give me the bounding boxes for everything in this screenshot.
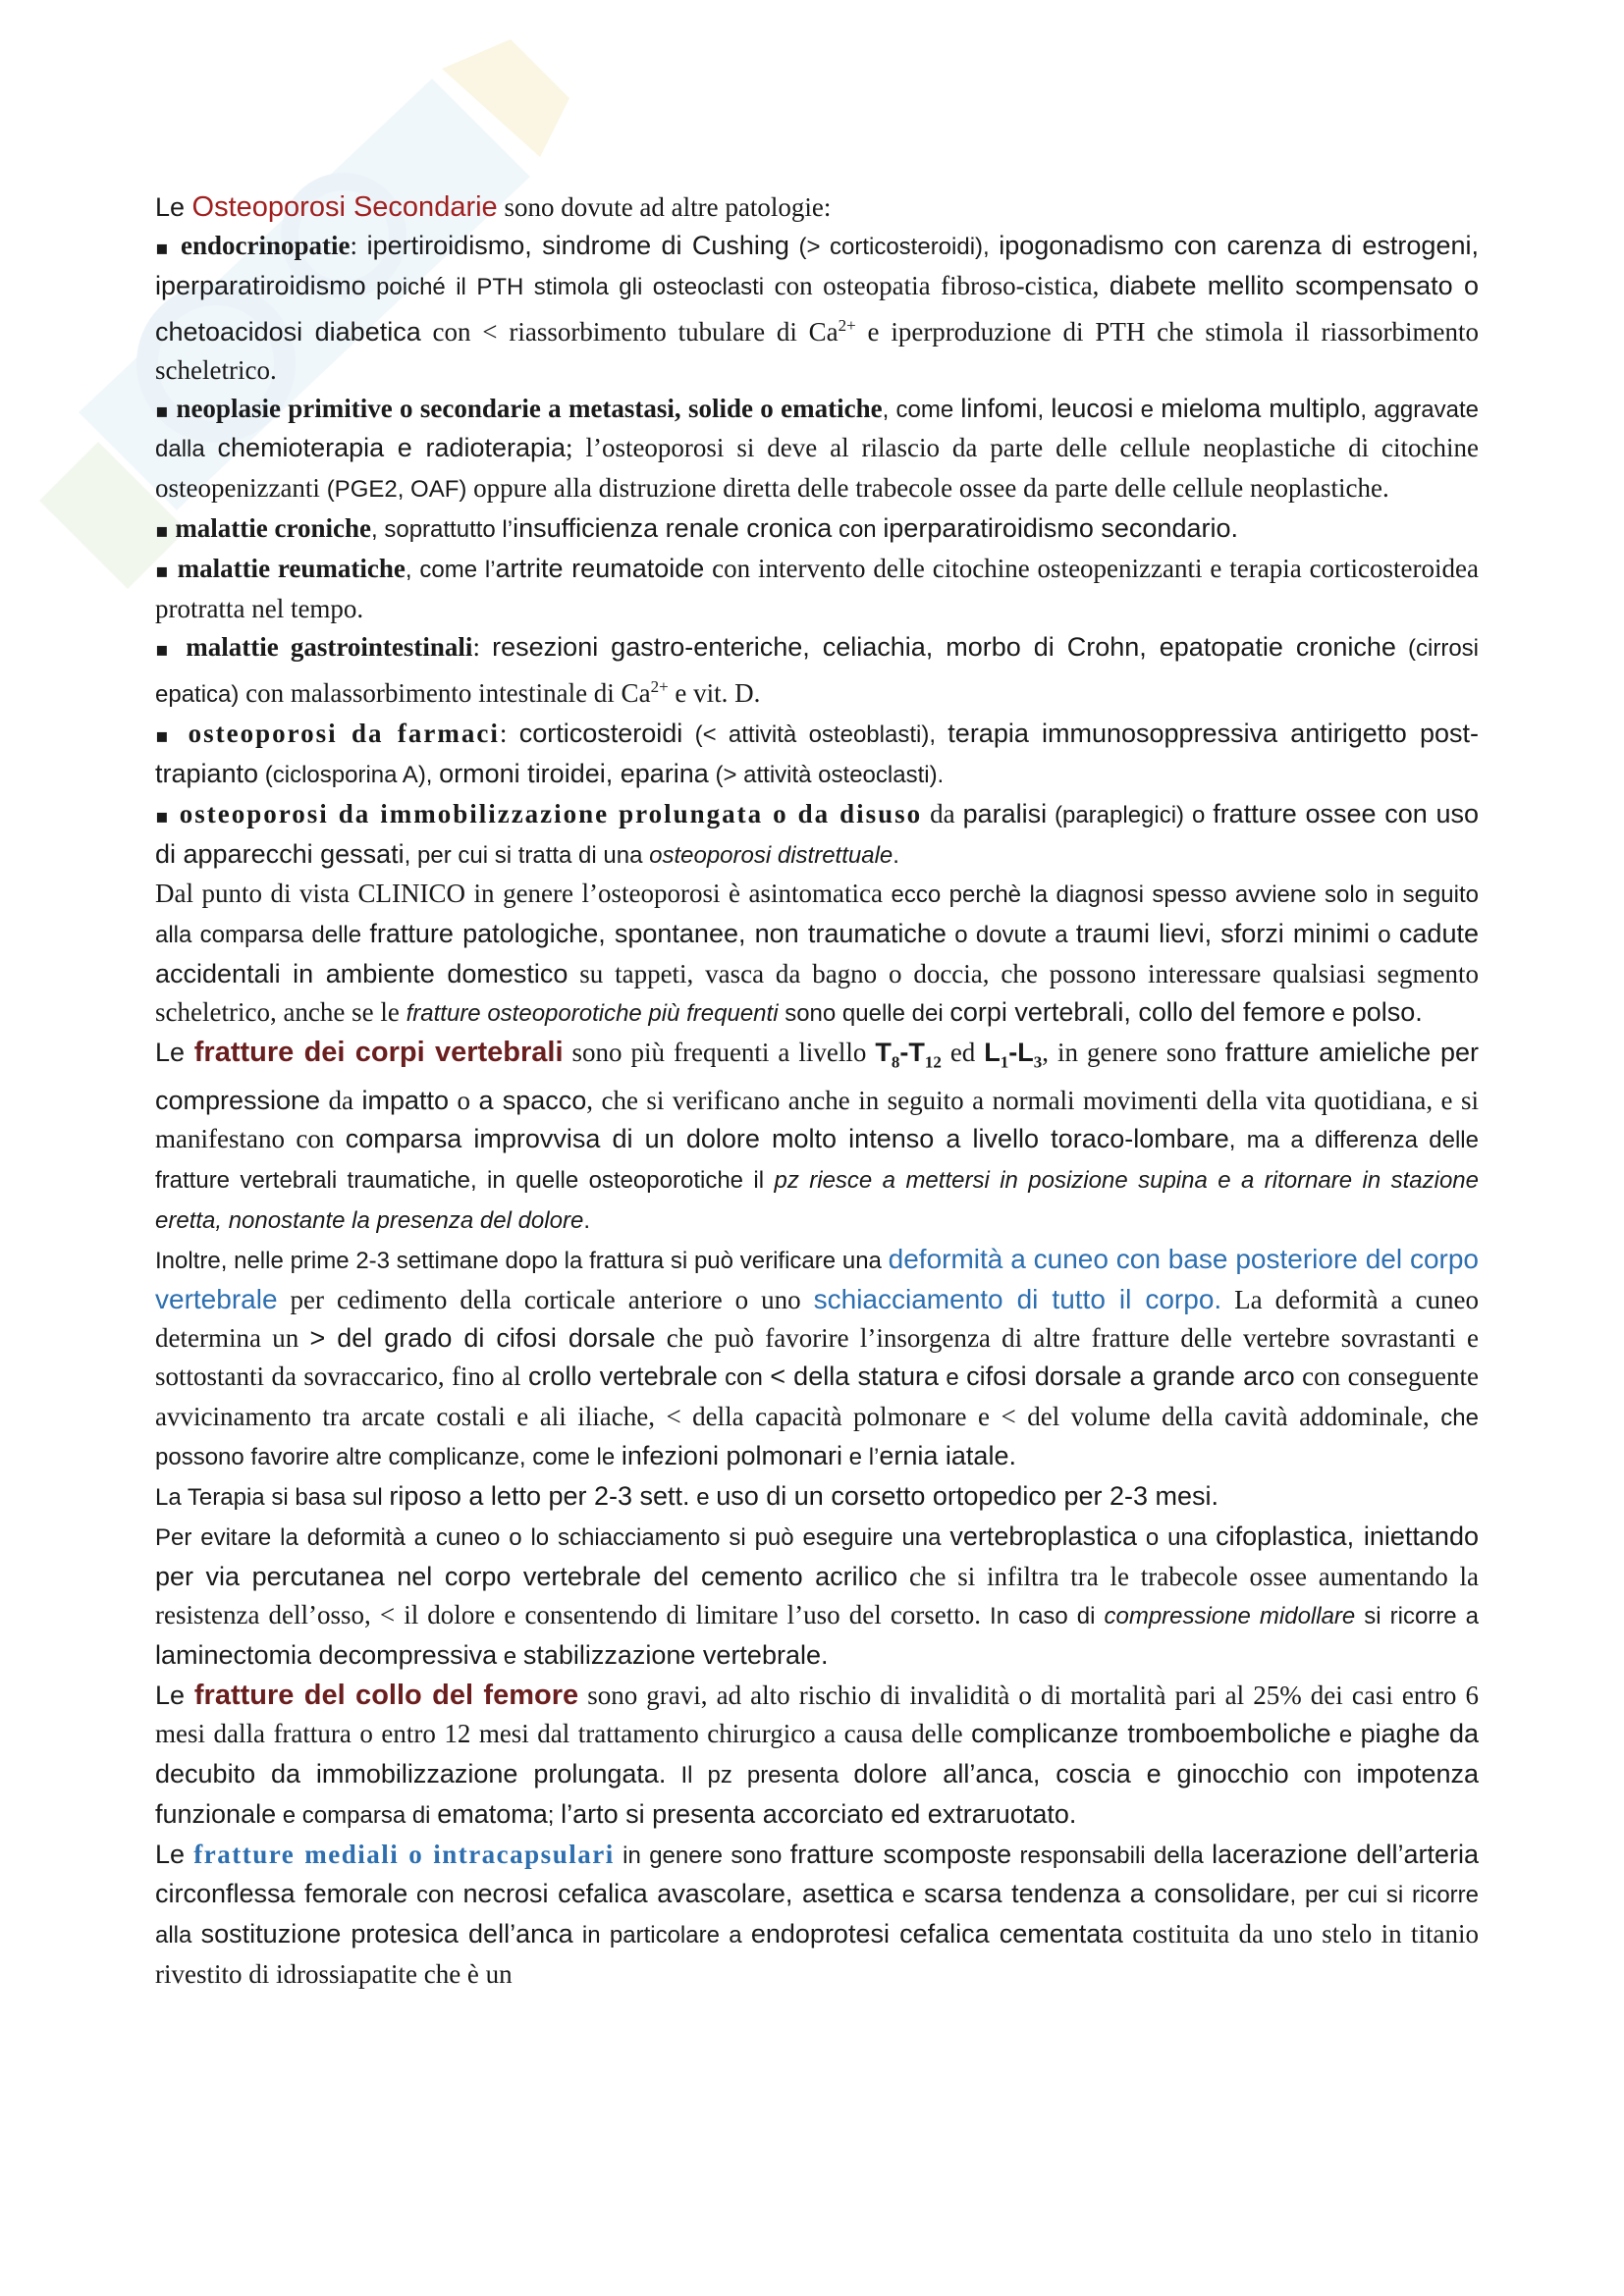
- list-item-malattie-reumatiche: ▪ malattie reumatiche, come l’artrite reumatoide con intervento delle citochine osteopenizzanti e terapia corticosteroidea protratta nel tempo.: [155, 554, 1479, 624]
- paragraph-fratture-mediali: Le fratture mediali o intracapsulari in genere sono fratture scomposte responsabili della lacerazione dell’arteria circonflessa femorale con necrosi cefalica avascolare, asettica e scarsa tendenza a consolidare, per cui si ricorre alla sostituzione protesica dell’anca in particolare a endoprotesi cefalica cementata costituita da uno stelo in titanio rivestito di idrossiapatite che è un: [155, 1839, 1480, 1990]
- paragraph-intro: Le Osteoporosi Secondarie sono dovute ad altre patologie:: [155, 191, 832, 223]
- document-page: [155, 188, 1479, 1994]
- bullet-icon: ▪: [155, 803, 170, 828]
- list-item-neoplasie: ▪ neoplasie primitive o secondarie a metastasi, solide o ematiche, come linfomi, leucosi e mieloma multiplo, aggravate dalla chemioterapia e radioterapia; l’osteoporosi si deve al rilascio da parte delle cellule neoplastiche di citochine osteopenizzanti (PGE2, OAF) oppure alla distruzione diretta delle trabecole ossee da parte delle cellule neoplastiche.: [155, 393, 1480, 504]
- bullet-icon: ▪: [155, 559, 170, 583]
- bullet-icon: ▪: [155, 235, 172, 259]
- list-item-endocrinopatie: ▪ endocrinopatie: ipertiroidismo, sindrome di Cushing (> corticosteroidi), ipogonadismo con carenza di estrogeni, iperparatiroidismo poiché il PTH stimola gli osteoclasti con osteopatia fibroso-cistica, diabete mellito scompensato o chetoacidosi diabetica con < riassorbimento tubulare di $Ca^{2+}$ e iperproduzione di PTH che stimola il riassorbimento scheletrico.: [155, 230, 1479, 385]
- heading-fratture-vertebrali: fratture dei corpi vertebrali: [193, 1037, 564, 1069]
- paragraph-fratture-vertebrali: Le fratture dei corpi vertebrali sono più frequenti a livello $T_8-T_{12}$ ed $L_1-L_3$, in genere sono fratture amieliche per compressione da impatto o a spacco, che si verificano anche in seguito a normali movimenti della vita quotidiana, e si manifestano con comparsa improvvisa di un dolore molto intenso a livello toraco-lombare, ma a differenza delle fratture vertebrali traumatiche, in quelle osteoporotiche il pz riesce a mettersi in posizione supina e a ritornare in stazione eretta, nonostante la presenza del dolore.: [155, 1037, 1479, 1235]
- bullet-icon: ▪: [155, 636, 175, 661]
- list-item-malattie-gastrointestinali: ▪ malattie gastrointestinali: resezioni gastro-enteriche, celiachia, morbo di Crohn, epatopatie croniche (cirrosi epatica) con malassorbimento intestinale di $Ca^{2+}$ e vit. D.: [155, 631, 1480, 708]
- list-item-osteoporosi-immobilizzazione: ▪ osteoporosi da immobilizzazione prolungata o da disuso da paralisi (paraplegici) o fratture ossee con uso di apparecchi gessati, per cui si tratta di una osteoporosi distrettuale.: [155, 798, 1479, 869]
- bullet-icon: ▪: [155, 518, 169, 543]
- list-item-osteoporosi-farmaci: ▪ osteoporosi da farmaci: corticosteroidi (< attività osteoblasti), terapia immunosoppressiva antirigetto post-trapianto (ciclosporina A), ormoni tiroidei, eparina (> attività osteoclasti).: [155, 718, 1479, 788]
- paragraph-clinico: Dal punto di vista CLINICO in genere l’osteoporosi è asintomatica ecco perchè la diagnosi spesso avviene solo in seguito alla comparsa delle fratture patologiche, spontanee, non traumatiche o dovute a traumi lievi, sforzi minimi o cadute accidentali in ambiente domestico su tappeti, vasca da bagno o doccia, che possono interessare qualsiasi segmento scheletrico, anche se le fratture osteoporotiche più frequenti sono quelle dei corpi vertebrali, collo del femore e polso.: [155, 879, 1479, 1028]
- heading-fratture-mediali: fratture mediali o intracapsulari: [193, 1839, 615, 1869]
- paragraph-vertebroplastica: Per evitare la deformità a cuneo o lo schiacciamento si può eseguire una vertebroplastica o una cifoplastica, iniettando per via percutanea nel corpo vertebrale del cemento acrilico che si infiltra tra le trabecole ossee aumentando la resistenza dell’osso, < il dolore e consentendo di limitare l’uso del corsetto. In caso di compressione midollare si ricorre a laminectomia decompressiva e stabilizzazione vertebrale.: [155, 1522, 1479, 1671]
- bullet-icon: ▪: [155, 398, 170, 422]
- heading-fratture-femore: fratture del collo del femore: [193, 1679, 579, 1711]
- bullet-icon: ▪: [155, 722, 175, 747]
- list-item-malattie-croniche: ▪ malattie croniche, soprattutto l’insufficienza renale cronica con iperparatiroidismo secondario.: [155, 513, 1238, 544]
- paragraph-terapia: La Terapia si basa sul riposo a letto per 2-3 sett. e uso di un corsetto ortopedico per 2-3 mesi.: [155, 1481, 1219, 1512]
- paragraph-deformita: Inoltre, nelle prime 2-3 settimane dopo la frattura si può verificare una deformità a cuneo con base posteriore del corpo vertebrale per cedimento della corticale anteriore o uno schiacciamento di tutto il corpo. La deformità a cuneo determina un > del grado di cifosi dorsale che può favorire l’insorgenza di altre fratture delle vertebre sovrastanti e sottostanti da sovraccarico, fino al crollo vertebrale con < della statura e cifosi dorsale a grande arco con conseguente avvicinamento tra arcate costali e ali iliache, < della capacità polmonare e < del volume della cavità addominale, che possono favorire altre complicanze, come le infezioni polmonari e l’ernia iatale.: [155, 1243, 1480, 1471]
- heading-osteoporosi-secondarie: Osteoporosi Secondarie: [191, 191, 498, 223]
- paragraph-fratture-femore: Le fratture del collo del femore sono gravi, ad alto rischio di invalidità o di mortalità pari al 25% dei casi entro 6 mesi dalla frattura o entro 12 mesi dal trattamento chirurgico a causa delle complicanze tromboemboliche e piaghe da decubito da immobilizzazione prolungata. Il pz presenta dolore all’anca, coscia e ginocchio con impotenza funzionale e comparsa di ematoma; l’arto si presenta accorciato ed extraruotato.: [155, 1679, 1480, 1829]
